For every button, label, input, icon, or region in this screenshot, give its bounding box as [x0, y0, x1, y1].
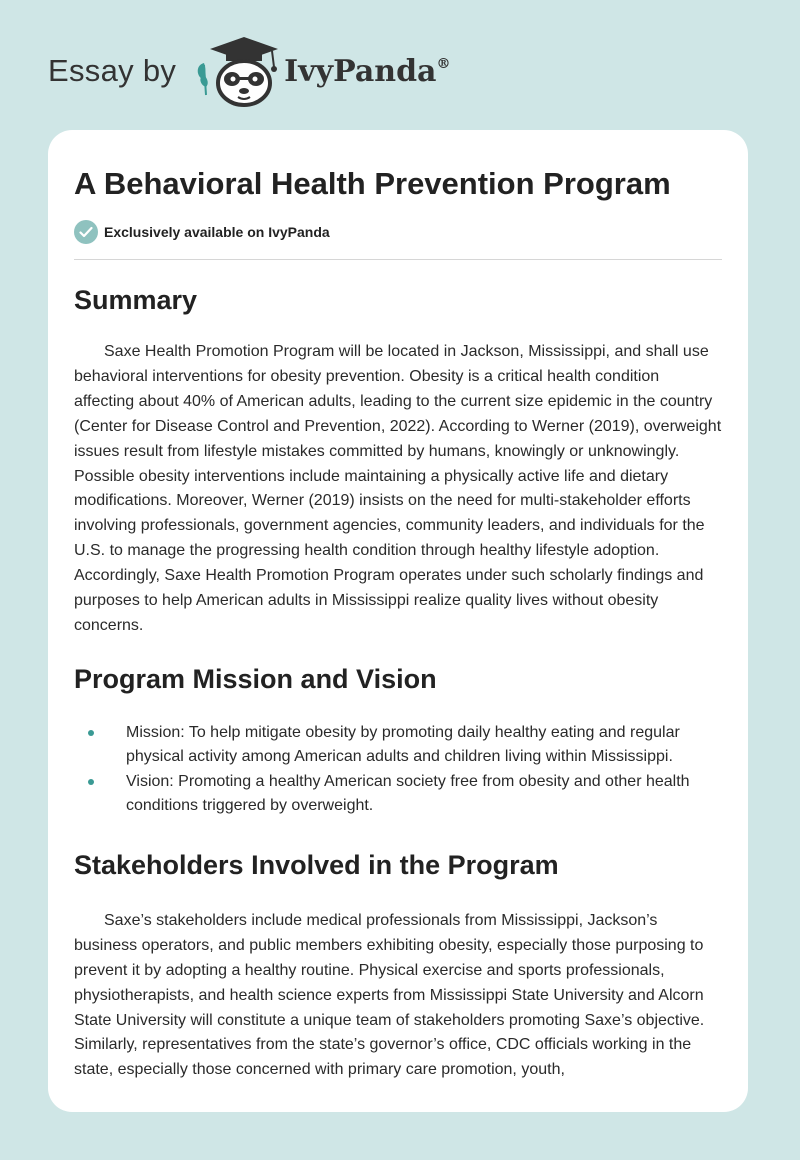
exclusive-badge	[74, 218, 722, 246]
list-item	[74, 721, 722, 770]
section-heading-mission: Program Mission and Vision	[74, 663, 437, 694]
check-circle-icon	[74, 220, 98, 244]
registered-mark: ®	[436, 55, 451, 72]
essay-card	[48, 130, 748, 1112]
exclusive-label: Exclusively available on IvyPanda	[104, 224, 330, 240]
section-heading-stakeholders: Stakeholders Involved in the Program	[74, 849, 559, 880]
list-item	[74, 770, 722, 819]
panda-graduation-cap-icon[interactable]	[192, 35, 282, 107]
list-item-text: Mission: To help mitigate obesity by promoting daily healthy eating and regular physical activity among American adults and children living within Mississippi.	[126, 723, 680, 766]
divider	[74, 259, 722, 260]
list-item-text: Vision: Promoting a healthy American society free from obesity and other health conditions triggered by overweight.	[126, 772, 690, 815]
essay-by-label: Essay by	[48, 53, 177, 88]
bullet-icon	[88, 779, 94, 785]
section-heading-summary: Summary	[74, 285, 198, 315]
summary-paragraph: Saxe Health Promotion Program will be located in Jackson, Mississippi, and shall use behavioral interventions for obesity prevention. Obesity is a critical health condition affecting about 40% of American adults, leading to the current size epidemic in the country (Center for Disease Control and Prevention, 2022). According to Werner (2019), overweight issues result from lifestyle mistakes committed by humans, knowingly or unknowingly. Possible obesity interventions include maintaining a physically active life and dietary modifications. Moreover, Werner (2019) insists on the need for multi-stakeholder efforts involving professionals, government agencies, community leaders, and individuals for the U.S. to manage the progressing health condition through healthy lifestyle adoption. Accordingly, Saxe Health Promotion Program operates under such scholarly findings and purposes to help American adults in Mississippi realize quality lives without obesity concerns.	[74, 343, 722, 634]
brand-name[interactable]: IvyPanda®	[284, 53, 451, 89]
mission-list	[74, 721, 722, 819]
bullet-icon	[88, 730, 94, 736]
page-title: A Behavioral Health Prevention Program	[74, 166, 671, 201]
site-header	[48, 36, 451, 106]
stakeholders-paragraph: Saxe’s stakeholders include medical professionals from Mississippi, Jackson’s business operators, and public members exhibiting obesity, especially those purposing to prevent it by adopting a healthy routine. Physical exercise and sports professionals, physiotherapists, and health science experts from Mississippi State University and Alcorn State University will constitute a unique team of stakeholders promoting Saxe’s objective. Similarly, representatives from the state’s governor’s office, CDC officials working in the state, especially those concerned with primary care promotion, youth,	[74, 911, 705, 1079]
